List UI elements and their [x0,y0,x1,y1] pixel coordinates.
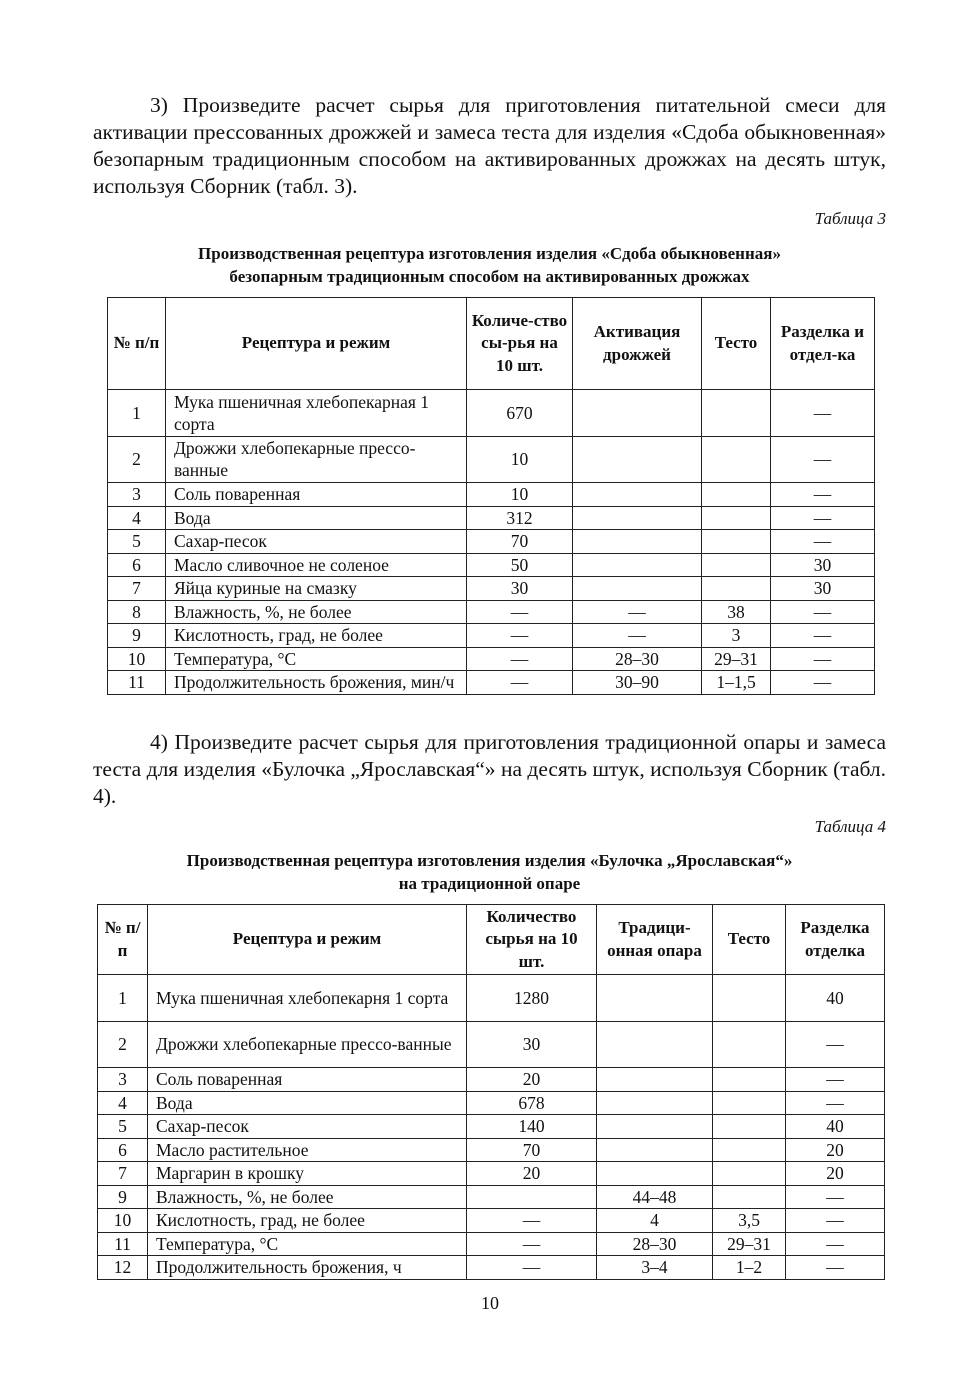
row-number-cell: 10 [98,1209,148,1233]
row-number-cell: 1 [108,390,166,437]
table-row [98,1232,885,1256]
row-number-cell: 2 [98,1021,148,1068]
value-cell: — [771,483,875,507]
value-cell: 4 [597,1209,713,1233]
value-cell: — [771,624,875,648]
table-row [108,647,875,671]
table-3-label: Таблица 3 [814,209,886,228]
value-cell: 28–30 [597,1232,713,1256]
row-number-cell: 3 [108,483,166,507]
header-row [108,298,875,390]
value-cell: 44–48 [597,1185,713,1209]
value-cell [597,1115,713,1139]
item-name-cell: Сахар-песок [148,1115,467,1139]
item-name-cell: Соль поваренная [148,1068,467,1092]
row-number-cell: 1 [98,975,148,1022]
value-cell: — [467,600,573,624]
value-cell [597,1138,713,1162]
value-cell [713,1091,786,1115]
table-4-title [93,849,886,895]
value-cell: 30 [467,577,573,601]
value-cell: — [573,624,702,648]
item-name-cell: Температура, °С [166,647,467,671]
value-cell: 140 [467,1115,597,1139]
value-cell: 29–31 [702,647,771,671]
item-name-cell: Влажность, %, не более [166,600,467,624]
table-row [108,600,875,624]
value-cell: — [467,1232,597,1256]
value-cell [467,1185,597,1209]
row-number-cell: 4 [98,1091,148,1115]
value-cell [702,390,771,437]
value-cell [702,577,771,601]
value-cell: — [786,1185,885,1209]
value-cell [702,506,771,530]
table-4 [97,904,885,1280]
value-cell: 1–2 [713,1256,786,1280]
item-name-cell: Соль поваренная [166,483,467,507]
column-header: Рецептура и режим [148,905,467,975]
item-name-cell: Вода [166,506,467,530]
value-cell: — [467,647,573,671]
value-cell: 40 [786,1115,885,1139]
value-cell [573,390,702,437]
table-4-label: Таблица 4 [814,817,886,836]
value-cell: 30 [467,1021,597,1068]
column-header: Активация дрожжей [573,298,702,390]
value-cell: 1–1,5 [702,671,771,695]
table-3 [107,297,875,695]
table-row [108,483,875,507]
table-3-title [93,242,886,288]
value-cell: 29–31 [713,1232,786,1256]
row-number-cell: 9 [108,624,166,648]
row-number-cell: 7 [108,577,166,601]
item-name-cell: Масло растительное [148,1138,467,1162]
value-cell: — [786,1068,885,1092]
value-cell: 3 [702,624,771,648]
row-number-cell: 7 [98,1162,148,1186]
page-number: 10 [481,1293,499,1313]
table-row [108,436,875,483]
item-name-cell: Сахар-песок [166,530,467,554]
value-cell: 40 [786,975,885,1022]
item-name-cell: Дрожжи хлебопекарные прессо-ванные [148,1021,467,1068]
value-cell: 20 [467,1068,597,1092]
value-cell: — [786,1091,885,1115]
item-name-cell: Мука пшеничная хлебопекарная 1 сорта [166,390,467,437]
table-row [108,390,875,437]
value-cell: — [786,1021,885,1068]
value-cell: 312 [467,506,573,530]
paragraph-task-4: 4) Произведите расчет сырья для приготовления традиционной опары и замеса теста для изделия «Булочка „Ярославская“» на десять штук, используя Сборник (табл. 4). [93,730,886,808]
item-name-cell: Мука пшеничная хлебопекарня 1 сорта [148,975,467,1022]
column-header: Рецептура и режим [166,298,467,390]
value-cell: — [771,530,875,554]
item-name-cell: Влажность, %, не более [148,1185,467,1209]
table-row [108,577,875,601]
item-name-cell: Вода [148,1091,467,1115]
value-cell [573,553,702,577]
value-cell: 20 [467,1162,597,1186]
value-cell [702,483,771,507]
column-header: Количе-ство сы-рья на 10 шт. [467,298,573,390]
value-cell: 30 [771,553,875,577]
value-cell [573,506,702,530]
table-row [98,1162,885,1186]
value-cell: — [771,436,875,483]
value-cell: 678 [467,1091,597,1115]
row-number-cell: 11 [98,1232,148,1256]
row-number-cell: 11 [108,671,166,695]
value-cell: 38 [702,600,771,624]
table-row [98,1091,885,1115]
row-number-cell: 6 [108,553,166,577]
table-row [108,624,875,648]
item-name-cell: Яйца куриные на смазку [166,577,467,601]
table-row [98,1021,885,1068]
item-name-cell: Кислотность, град, не более [148,1209,467,1233]
value-cell: 28–30 [573,647,702,671]
column-header: Количество сырья на 10 шт. [467,905,597,975]
row-number-cell: 2 [108,436,166,483]
column-header: № п/п [98,905,148,975]
value-cell [702,530,771,554]
row-number-cell: 10 [108,647,166,671]
column-header: Разделка и отдел-ка [771,298,875,390]
value-cell [702,553,771,577]
table-row [98,1185,885,1209]
value-cell [597,1068,713,1092]
value-cell [573,530,702,554]
item-name-cell: Маргарин в крошку [148,1162,467,1186]
value-cell: — [786,1209,885,1233]
value-cell [597,1162,713,1186]
value-cell: — [786,1256,885,1280]
row-number-cell: 8 [108,600,166,624]
table-4-title-line2: на традиционной опаре [398,874,581,893]
value-cell [597,1021,713,1068]
value-cell: — [771,390,875,437]
value-cell [597,1091,713,1115]
value-cell: 30–90 [573,671,702,695]
value-cell [597,975,713,1022]
value-cell: 20 [786,1162,885,1186]
table-row [98,1138,885,1162]
value-cell: — [771,506,875,530]
row-number-cell: 5 [108,530,166,554]
column-header: Разделка отделка [786,905,885,975]
value-cell [713,1162,786,1186]
column-header: № п/п [108,298,166,390]
value-cell: 70 [467,530,573,554]
value-cell: 20 [786,1138,885,1162]
value-cell: — [467,1209,597,1233]
value-cell: 10 [467,483,573,507]
row-number-cell: 12 [98,1256,148,1280]
value-cell: — [771,600,875,624]
table-row [108,506,875,530]
value-cell [702,436,771,483]
table-row [98,975,885,1022]
item-name-cell: Температура, °С [148,1232,467,1256]
value-cell [713,1115,786,1139]
column-header: Традици-онная опара [597,905,713,975]
header-row [98,905,885,975]
value-cell: — [573,600,702,624]
table-row [108,530,875,554]
value-cell: 10 [467,436,573,483]
value-cell: — [467,1256,597,1280]
table-row [98,1256,885,1280]
value-cell [713,1138,786,1162]
item-name-cell: Кислотность, град, не более [166,624,467,648]
table-row [108,671,875,695]
value-cell: 3,5 [713,1209,786,1233]
value-cell: — [771,647,875,671]
table-4-title-line1: Производственная рецептура изготовления изделия «Булочка „Ярославская“» [186,851,793,870]
value-cell: — [786,1232,885,1256]
table-3-title-line2: безопарным традиционным способом на активированных дрожжах [229,267,750,286]
value-cell [573,483,702,507]
table-3-title-line1: Производственная рецептура изготовления изделия «Сдоба обыкновенная» [198,244,781,263]
item-name-cell: Продолжительность брожения, ч [148,1256,467,1280]
item-name-cell: Масло сливочное не соленое [166,553,467,577]
value-cell [713,1068,786,1092]
table-row [98,1209,885,1233]
table-row [98,1068,885,1092]
row-number-cell: 4 [108,506,166,530]
table-row [108,553,875,577]
column-header: Тесто [702,298,771,390]
value-cell: 670 [467,390,573,437]
value-cell: — [467,671,573,695]
row-number-cell: 5 [98,1115,148,1139]
row-number-cell: 6 [98,1138,148,1162]
value-cell: — [771,671,875,695]
value-cell [713,975,786,1022]
value-cell [573,436,702,483]
value-cell: 70 [467,1138,597,1162]
value-cell: — [467,624,573,648]
table-row [98,1115,885,1139]
value-cell: 30 [771,577,875,601]
value-cell: 3–4 [597,1256,713,1280]
item-name-cell: Продолжительность брожения, мин/ч [166,671,467,695]
item-name-cell: Дрожжи хлебопекарные прессо-ванные [166,436,467,483]
row-number-cell: 3 [98,1068,148,1092]
value-cell [713,1185,786,1209]
value-cell [573,577,702,601]
paragraph-task-3: 3) Произведите расчет сырья для приготовления питательной смеси для активации прессованных дрожжей и замеса теста для изделия «Сдоба обыкновенная» безопарным традиционным способом на активированных дрожжах на десять штук, используя Сборник (табл. 3). [93,93,886,198]
row-number-cell: 9 [98,1185,148,1209]
value-cell: 50 [467,553,573,577]
value-cell [713,1021,786,1068]
value-cell: 1280 [467,975,597,1022]
column-header: Тесто [713,905,786,975]
